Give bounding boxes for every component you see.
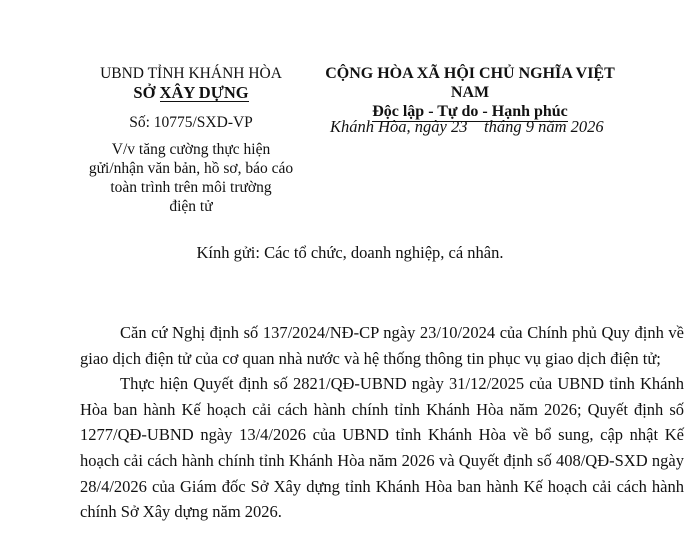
national-header (305, 64, 635, 122)
document-subject (60, 140, 322, 216)
department-prefix: SỞ (133, 83, 160, 102)
greeting: Kính gửi: Các tổ chức, doanh nghiệp, cá nhân. (196, 243, 504, 262)
sender-block (60, 64, 322, 216)
subject-line: điện tử (169, 198, 213, 215)
subject-line: V/v tăng cường thực hiện (111, 141, 271, 158)
country-name: CỘNG HÒA XÃ HỘI CHỦ NGHĨA VIỆT NAM (325, 65, 615, 101)
body-paragraph: Căn cứ Nghị định số 137/2024/NĐ-CP ngày 23/10/2024 của Chính phủ Quy định về giao dịch điện tử của cơ quan nhà nước và hệ thống thông tin phục vụ giao dịch điện tử; (80, 323, 684, 368)
body-paragraph: Thực hiện Quyết định số 2821/QĐ-UBND ngày 31/12/2025 của UBND tỉnh Khánh Hòa ban hành Kế hoạch cải cách hành chính tỉnh Khánh Hòa năm 2026; Quyết định số 1277/QĐ-UBND ngày 13/4/2026 của UBND tỉnh Khánh Hòa về bổ sung, cập nhật Kế hoạch cải cách hành chính tỉnh Khánh Hòa năm 2026 và Quyết định số 408/QĐ-SXD ngày 28/4/2026 của Giám đốc Sở Xây dựng tỉnh Khánh Hòa ban hành Kế hoạch cải cách hành chính Sở Xây dựng năm 2026. (80, 374, 684, 522)
subject-line: toàn trình trên môi trường (110, 179, 272, 196)
national-motto: Độc lập - Tự do - Hạnh phúc (372, 103, 568, 120)
subject-line: gửi/nhận văn bản, hồ sơ, báo cáo (88, 160, 294, 177)
issuing-department (60, 83, 322, 103)
issuing-authority: UBND TỈNH KHÁNH HÒA (100, 65, 282, 82)
document-number: Số: 10775/SXD-VP (129, 114, 253, 131)
department-name: XÂY DỰNG (159, 83, 249, 102)
document-body (80, 320, 684, 525)
document-date: Khánh Hòa, ngày 23 tháng 9 năm 2026 (330, 117, 604, 136)
